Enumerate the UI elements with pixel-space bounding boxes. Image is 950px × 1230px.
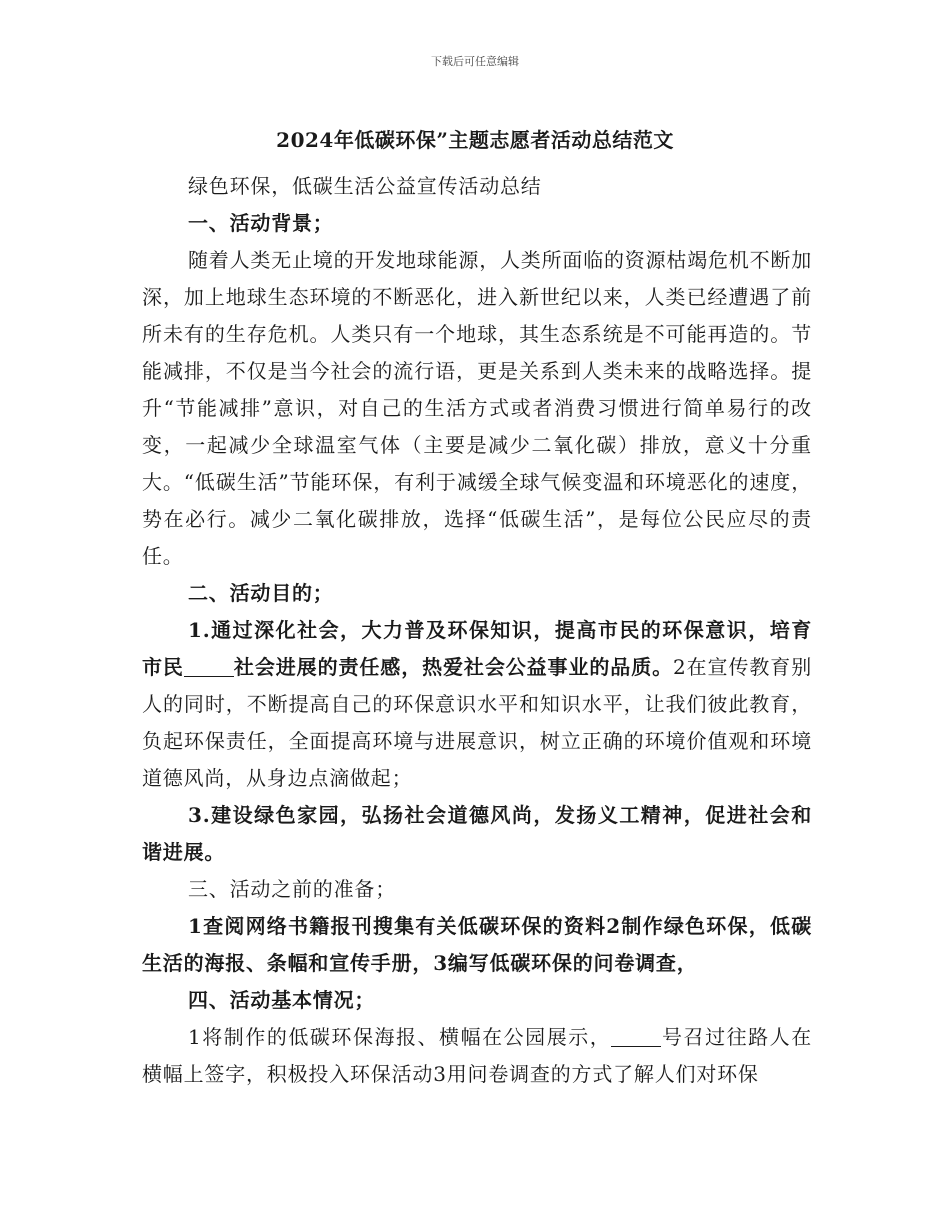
purpose-item-1-part-1: 1.通过深化社会，大力普及环保知识，提高市民的环保意识，培育市民 bbox=[142, 618, 812, 679]
section-heading-activity: 四、活动基本情况； bbox=[188, 988, 376, 1012]
activity-body-part-2: 号召过往路人在横幅上签字，积极投入环保活动3用问卷调查的方式了解人们对环保 bbox=[142, 1025, 812, 1086]
purpose-item-1-part-2: 社会进展的责任感，热爱社会公益事业的品质。 bbox=[233, 655, 674, 679]
document-title: 2024年低碳环保”主题志愿者活动总结范文 bbox=[276, 128, 674, 152]
section-heading-preparation: 三、活动之前的准备； bbox=[188, 877, 396, 901]
section-body-background: 随着人类无止境的开发地球能源，人类所面临的资源枯竭危机不断加深，加上地球生态环境的不断恶化，进入新世纪以来，人类已经遭遇了前所未有的生存危机。人类只有一个地球，其生态系统是不可能再造的。节能减排，不仅是当今社会的流行语，更是关系到人类未来的战略选择。提升“节能减排”意识，对自己的生活方式或者消费习惯进行简单易行的改变，一起减少全球温室气体（主要是减少二氧化碳）排放，意义十分重大。“低碳生活”节能环保，有利于减缓全球气候变温和环境恶化的速度，势在必行。减少二氧化碳排放，选择“低碳生活”，是每位公民应尽的责任。 bbox=[142, 248, 812, 568]
document-body bbox=[142, 168, 812, 1093]
purpose-item-2: 2在宣传教育别人的同时，不断提高自己的环保意识水平和知识水平，让我们彼此教育，负起环保责任，全面提高环境与进展意识，树立正确的环境价值观和环境道德风尚，从身边点滴做起； bbox=[142, 655, 812, 790]
section-body-preparation: 1查阅网络书籍报刊搜集有关低碳环保的资料2制作绿色环保，低碳生活的海报、条幅和宣传手册，3编写低碳环保的问卷调查， bbox=[142, 914, 812, 975]
section-heading-purpose: 二、活动目的； bbox=[188, 581, 334, 605]
page-header-note: 下载后可任意编辑 bbox=[431, 55, 519, 68]
section-body-activity bbox=[142, 1019, 812, 1093]
blank-underline bbox=[611, 1024, 661, 1047]
document-subtitle: 绿色环保，低碳生活公益宣传活动总结 bbox=[188, 174, 542, 198]
purpose-paragraph bbox=[142, 612, 812, 797]
section-heading-background: 一、活动背景； bbox=[188, 211, 334, 235]
activity-body-part-1: 1将制作的低碳环保海报、横幅在公园展示， bbox=[188, 1025, 612, 1049]
blank-underline bbox=[184, 654, 234, 677]
purpose-item-3: 3.建设绿色家园，弘扬社会道德风尚，发扬义工精神，促进社会和谐进展。 bbox=[142, 803, 812, 864]
